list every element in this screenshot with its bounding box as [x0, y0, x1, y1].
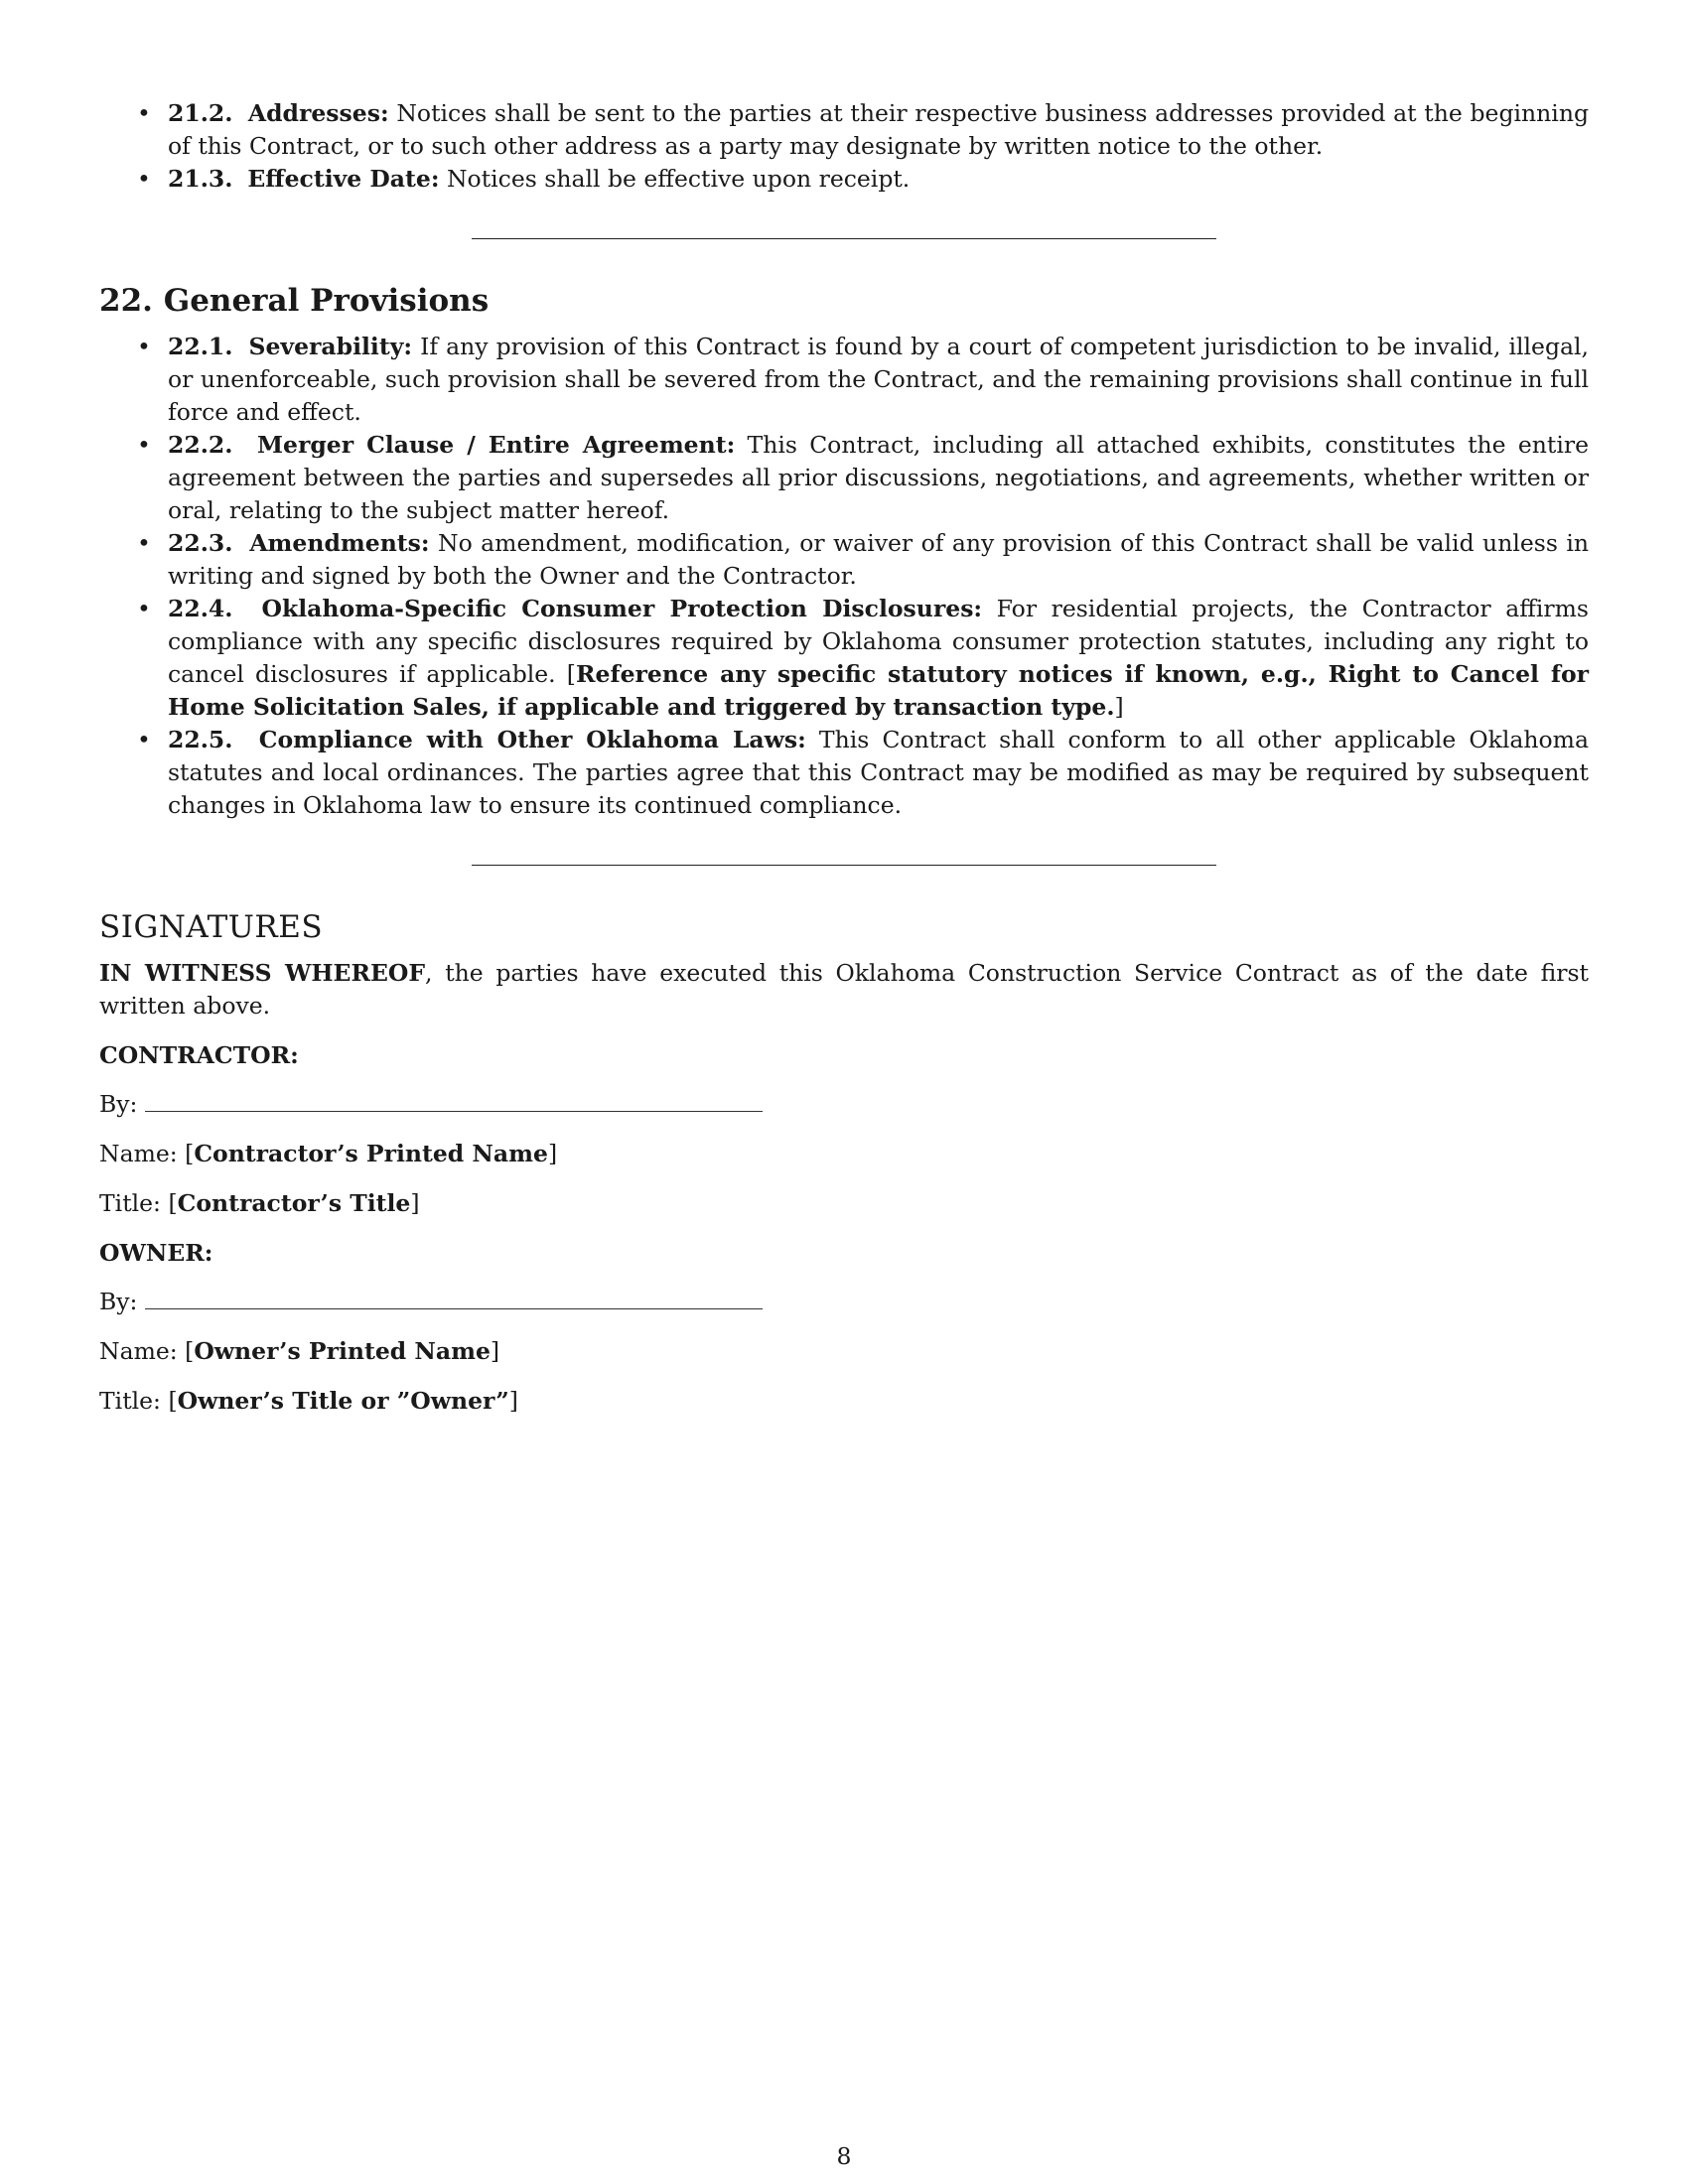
by-label: By: [99, 1090, 138, 1118]
bullet-icon: • [137, 165, 151, 193]
clause-text: This Contract, including all attached exhibits, constitutes the entire agreement between the parties and supersedes all prior discussions, negotiations, and agreements, whether written or oral, relating to the subject matter hereof. [168, 431, 1589, 524]
clause-title: Addresses: [247, 99, 389, 127]
by-label: By: [99, 1288, 138, 1315]
clause-title: Effective Date: [247, 165, 440, 193]
contractor-label [99, 1039, 1589, 1072]
contractor-title-value: Contractor’s Title [177, 1189, 411, 1217]
clause-title: Amendments: [249, 529, 430, 557]
bullet-icon: • [137, 595, 151, 622]
document-page [99, 97, 1589, 1418]
bullet-icon: • [137, 529, 151, 557]
clause-22-5 [99, 724, 1589, 822]
contractor-signature-line[interactable] [145, 1089, 763, 1112]
contractor-name-row: Name: [Contractor’s Printed Name] [99, 1140, 558, 1167]
name-label: Name: [99, 1337, 178, 1365]
section-heading-general-provisions: 22. General Provisions [99, 283, 490, 319]
signatures-heading: SIGNATURES [99, 909, 324, 945]
notices-list [99, 97, 1589, 196]
contractor-label-text: CONTRACTOR: [99, 1041, 299, 1069]
owner-signature-row [99, 1286, 1589, 1318]
clause-text: If any provision of this Contract is found by a court of competent jurisdiction to be invalid, illegal, or unenforceable, such provision shall be severed from the Contract, and the remaining provisions shall continue in full force and effect. [168, 333, 1589, 426]
clause-number: 22.2. [168, 431, 233, 459]
clause-21-3 [99, 163, 1589, 196]
owner-title-value: Owner’s Title or ”Owner” [177, 1387, 509, 1415]
witness-paragraph [99, 957, 1589, 1023]
clause-title: Oklahoma-Specific Consumer Protection Disclosures: [261, 595, 983, 622]
clause-22-2 [99, 429, 1589, 527]
general-provisions-list [99, 331, 1589, 822]
clause-number: 22.4. [168, 595, 233, 622]
clause-text: No amendment, modification, or waiver of any provision of this Contract shall be valid unless in writing and signed by both the Owner and the Contractor. [168, 529, 1589, 590]
contractor-title-row: Title: [Contractor’s Title] [99, 1189, 420, 1217]
clause-number: 22.1. [168, 333, 233, 360]
clause-text: Notices shall be sent to the parties at their respective business addresses provided at the beginning of this Contract, or to such other address as a party may designate by written notice to the other. [168, 99, 1589, 160]
clause-text: This Contract shall conform to all other applicable Oklahoma statutes and local ordinances. The parties agree that this Contract may be modified as may be required by subsequent changes in Oklahoma law to ensure its continued compliance. [168, 726, 1589, 819]
owner-title-row: Title: [Owner’s Title or ”Owner”] [99, 1387, 518, 1415]
clause-22-3 [99, 527, 1589, 593]
section-divider [472, 238, 1216, 239]
clause-text: Notices shall be effective upon receipt. [446, 165, 911, 193]
contractor-name-value: Contractor’s Printed Name [194, 1140, 548, 1167]
owner-name-row: Name: [Owner’s Printed Name] [99, 1337, 500, 1365]
clause-bracket-note: Reference any specific statutory notices if known, e.g., Right to Cancel for Home Solicitation Sales, if applicable and triggered by transaction type. [168, 660, 1590, 721]
clause-number: 22.5. [168, 726, 233, 753]
clause-22-1 [99, 331, 1589, 429]
title-label: Title: [99, 1189, 161, 1217]
owner-signature-line[interactable] [145, 1287, 763, 1309]
clause-number: 21.3. [168, 165, 233, 193]
clause-number: 21.2. [168, 99, 233, 127]
bullet-icon: • [137, 333, 151, 360]
clause-title: Merger Clause / Entire Agreement: [256, 431, 736, 459]
witness-text: , the parties have executed this Oklahoma Construction Service Contract as of the date first written above. [99, 959, 1589, 1020]
page-number: 8 [836, 2142, 852, 2170]
clause-22-4: • 22.4. Oklahoma-Specific Consumer Protection Disclosures: For residential projects, the Contractor affirms compliance with any specific disclosures required by Oklahoma consumer protection statutes, including any right to cancel disclosures if applicable. [Reference any specific statutory notices if known, e.g., Right to Cancel for Home Solicitation Sales, if applicable and triggered by transaction type.] [137, 595, 1590, 721]
title-label: Title: [99, 1387, 161, 1415]
bullet-icon: • [137, 726, 151, 753]
clause-title: Severability: [248, 333, 413, 360]
clause-21-2 [99, 97, 1589, 163]
clause-number: 22.3. [168, 529, 233, 557]
bullet-icon: • [137, 431, 151, 459]
owner-name-value: Owner’s Printed Name [194, 1337, 491, 1365]
clause-text: For residential projects, the Contractor affirms compliance with any specific disclosures required by Oklahoma consumer protection statutes, including any right to cancel disclosures if applicable. [168, 595, 1589, 688]
owner-label [99, 1237, 1589, 1270]
contractor-signature-row [99, 1088, 1589, 1121]
bullet-icon: • [137, 99, 151, 127]
section-divider [472, 865, 1216, 866]
owner-label-text: OWNER: [99, 1239, 213, 1267]
witness-bold: IN WITNESS WHEREOF [99, 959, 426, 987]
clause-title: Compliance with Other Oklahoma Laws: [258, 726, 806, 753]
name-label: Name: [99, 1140, 178, 1167]
